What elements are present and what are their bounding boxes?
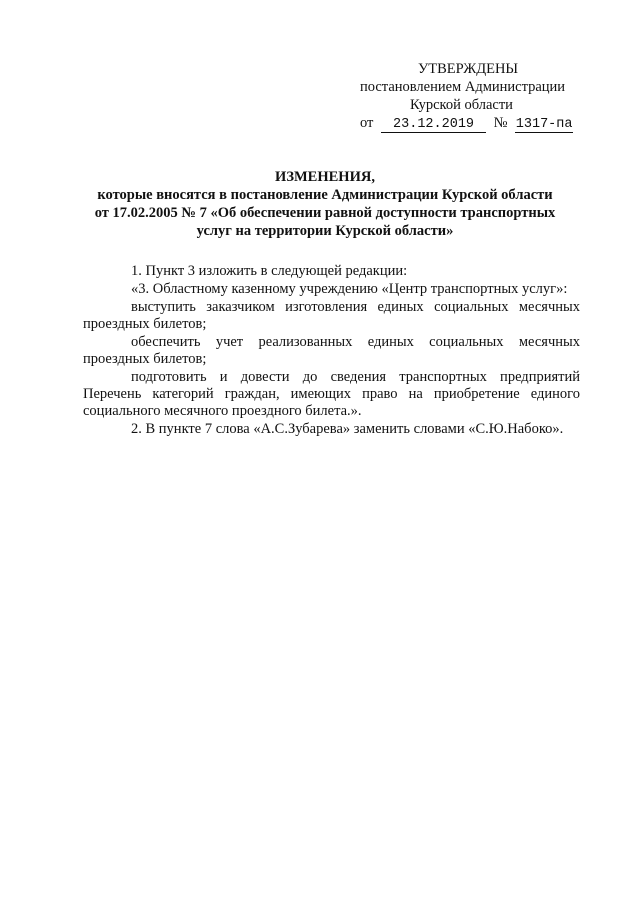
approval-region: Курской области bbox=[410, 97, 513, 113]
approval-number: 1317-па bbox=[515, 117, 573, 132]
approval-date-row bbox=[360, 114, 573, 133]
approval-by-line: постановлением Администрации bbox=[360, 79, 566, 95]
body-paragraph: обеспечить учет реализованных единых социальных месячных проездных билетов; bbox=[83, 334, 580, 367]
body-paragraph: 2. В пункте 7 слова «А.С.Зубарева» заменить словами «С.Ю.Набоко». bbox=[131, 421, 564, 437]
approval-title: УТВЕРЖДЕНЫ bbox=[418, 61, 519, 77]
body-paragraph: 1. Пункт 3 изложить в следующей редакции: bbox=[131, 263, 408, 279]
document-body bbox=[83, 263, 580, 439]
approval-date: 23.12.2019 bbox=[381, 117, 486, 133]
date-prefix: от bbox=[360, 115, 374, 131]
body-paragraph: выступить заказчиком изготовления единых социальных месячных проездных билетов; bbox=[83, 299, 580, 332]
heading-subtitle: которые вносятся в постановление Администрации Курской области от 17.02.2005 № 7 «Об обеспечении равной доступности транспортных услуг на территории Курской области» bbox=[94, 187, 556, 239]
heading-title: ИЗМЕНЕНИЯ, bbox=[275, 169, 375, 185]
body-paragraph: подготовить и довести до сведения транспортных предприятий Перечень категорий граждан, имеющих право на приобретение единого социального месячного проездного билета.». bbox=[83, 369, 580, 419]
document-heading bbox=[90, 168, 560, 240]
number-prefix: № bbox=[493, 115, 508, 131]
body-paragraph: «3. Областному казенному учреждению «Центр транспортных услуг»: bbox=[131, 281, 568, 297]
